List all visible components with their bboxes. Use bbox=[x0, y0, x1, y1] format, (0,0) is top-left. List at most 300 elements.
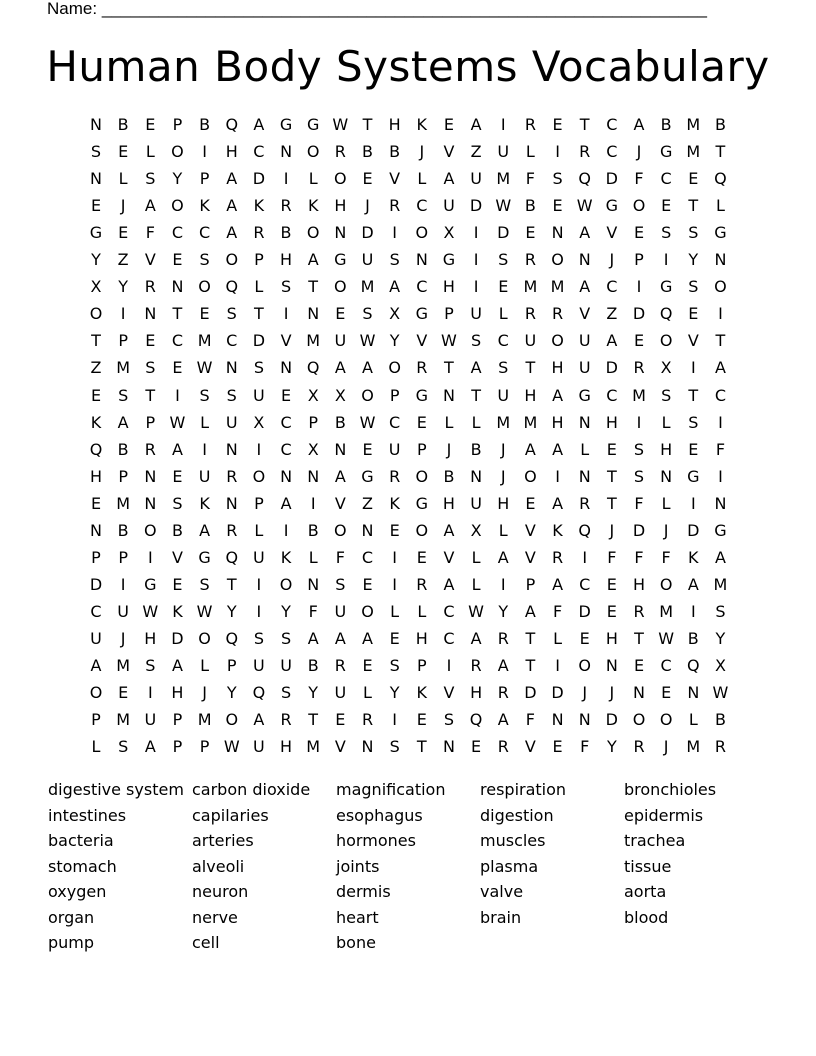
grid-letter: M bbox=[496, 412, 511, 432]
grid-letter: W bbox=[359, 331, 376, 351]
grid-letter: J bbox=[365, 196, 370, 216]
grid-letter: P bbox=[91, 547, 101, 567]
grid-letter: F bbox=[634, 169, 644, 189]
grid-letter: M bbox=[116, 710, 131, 730]
grid-letter: R bbox=[361, 710, 374, 730]
grid-letter: E bbox=[633, 656, 645, 675]
grid-letter: S bbox=[661, 223, 672, 243]
grid-letter: C bbox=[389, 412, 401, 432]
grid-letter: M bbox=[197, 331, 212, 351]
word-item: tissue bbox=[624, 856, 672, 876]
grid-letter: L bbox=[91, 737, 101, 757]
grid-letter: A bbox=[579, 277, 591, 297]
word-item: valve bbox=[480, 882, 524, 901]
grid-letter: T bbox=[606, 493, 617, 513]
word-item: hormones bbox=[336, 831, 416, 850]
grid-letter: H bbox=[660, 439, 673, 459]
grid-letter: C bbox=[443, 601, 455, 621]
grid-letter: P bbox=[118, 547, 128, 567]
grid-letter: E bbox=[172, 574, 183, 594]
grid-letter: P bbox=[254, 250, 264, 270]
grid-letter: S bbox=[443, 710, 455, 730]
grid-letter: W bbox=[332, 115, 349, 134]
grid-letter: H bbox=[415, 628, 428, 648]
grid-letter: N bbox=[171, 277, 184, 297]
grid-letter: F bbox=[661, 547, 671, 567]
grid-letter: L bbox=[553, 628, 562, 648]
grid-letter: M bbox=[116, 358, 131, 378]
grid-letter: Q bbox=[578, 520, 591, 540]
grid-letter: A bbox=[117, 412, 129, 432]
grid-letter: Q bbox=[578, 169, 591, 189]
grid-letter: R bbox=[389, 196, 401, 216]
grid-letter: E bbox=[389, 520, 400, 540]
grid-letter: E bbox=[90, 493, 102, 513]
grid-letter: E bbox=[362, 574, 373, 594]
grid-letter: R bbox=[579, 142, 591, 162]
grid-letter: C bbox=[361, 547, 374, 567]
grid-letter: O bbox=[632, 710, 646, 730]
word-item: esophagus bbox=[336, 805, 423, 825]
grid-letter: Y bbox=[226, 601, 237, 621]
grid-letter: S bbox=[253, 628, 264, 648]
grid-letter: M bbox=[632, 385, 646, 405]
grid-letter: T bbox=[308, 277, 319, 297]
grid-letter: Z bbox=[90, 358, 102, 378]
grid-letter: A bbox=[253, 710, 265, 730]
grid-letter: G bbox=[334, 250, 347, 270]
grid-letter: G bbox=[687, 466, 700, 486]
grid-letter: E bbox=[525, 493, 536, 513]
grid-letter: A bbox=[362, 358, 373, 378]
word-item: alveoli bbox=[192, 856, 245, 876]
grid-letter: X bbox=[389, 304, 401, 324]
grid-letter: Y bbox=[498, 601, 509, 621]
grid-letter: C bbox=[714, 385, 727, 405]
grid-letter: W bbox=[441, 331, 457, 351]
grid-letter: A bbox=[633, 115, 645, 134]
grid-letter: I bbox=[392, 547, 397, 567]
grid-letter: Y bbox=[715, 628, 726, 648]
grid-letter: U bbox=[470, 493, 482, 513]
grid-letter: D bbox=[605, 710, 618, 730]
grid-letter: T bbox=[525, 358, 536, 378]
grid-letter: G bbox=[415, 493, 428, 513]
word-item: intestines bbox=[48, 805, 127, 825]
grid-letter: B bbox=[714, 710, 726, 730]
grid-letter: L bbox=[363, 683, 372, 703]
grid-letter: L bbox=[471, 412, 481, 432]
grid-letter: C bbox=[171, 331, 184, 351]
grid-letter: F bbox=[308, 601, 318, 621]
grid-letter: M bbox=[116, 493, 131, 513]
grid-letter: A bbox=[714, 358, 726, 378]
grid-letter: I bbox=[446, 656, 452, 675]
grid-letter: L bbox=[254, 277, 264, 297]
grid-letter: R bbox=[551, 547, 564, 567]
grid-letter: S bbox=[688, 412, 699, 432]
grid-letter: I bbox=[663, 250, 669, 270]
grid-letter: O bbox=[334, 169, 347, 189]
grid-letter: F bbox=[525, 710, 535, 730]
grid-letter: K bbox=[416, 115, 428, 134]
grid-letter: I bbox=[636, 412, 642, 432]
grid-letter: Z bbox=[117, 250, 129, 270]
grid-letter: U bbox=[578, 331, 591, 351]
grid-letter: L bbox=[200, 656, 210, 675]
grid-letter: Y bbox=[118, 277, 129, 297]
grid-letter: J bbox=[609, 683, 615, 703]
word-item: plasma bbox=[480, 856, 539, 876]
grid-letter: T bbox=[145, 385, 156, 405]
grid-letter: H bbox=[334, 196, 347, 216]
word-item: brain bbox=[480, 907, 522, 927]
grid-letter: W bbox=[576, 196, 593, 216]
grid-letter: U bbox=[280, 656, 292, 675]
grid-letter: K bbox=[688, 547, 699, 567]
grid-letter: N bbox=[144, 466, 157, 486]
grid-letter: L bbox=[580, 439, 590, 459]
grid-letter: P bbox=[525, 574, 536, 594]
grid-letter: V bbox=[579, 304, 591, 324]
grid-letter: T bbox=[471, 385, 481, 405]
grid-letter: F bbox=[607, 547, 617, 567]
grid-letter: S bbox=[362, 304, 373, 324]
word-item: epidermis bbox=[624, 805, 704, 825]
grid-letter: Y bbox=[688, 250, 699, 270]
grid-letter: A bbox=[524, 439, 536, 459]
grid-letter: E bbox=[199, 304, 210, 324]
grid-letter: E bbox=[118, 223, 129, 243]
grid-letter: L bbox=[498, 520, 508, 540]
grid-letter: B bbox=[117, 115, 129, 134]
grid-letter: R bbox=[280, 710, 292, 730]
grid-letter: N bbox=[90, 115, 102, 134]
grid-letter: H bbox=[632, 574, 646, 594]
grid-letter: W bbox=[495, 196, 512, 216]
grid-letter: T bbox=[308, 710, 319, 730]
grid-letter: P bbox=[145, 412, 156, 432]
grid-letter: C bbox=[497, 331, 509, 351]
grid-letter: R bbox=[389, 466, 401, 486]
grid-letter: I bbox=[582, 547, 588, 567]
grid-letter: E bbox=[552, 737, 563, 757]
grid-letter: L bbox=[661, 493, 671, 513]
grid-letter: A bbox=[334, 358, 346, 378]
grid-letter: D bbox=[605, 358, 618, 378]
grid-letter: N bbox=[687, 683, 700, 703]
grid-letter: P bbox=[91, 710, 101, 730]
grid-letter: I bbox=[718, 412, 723, 432]
grid-letter: E bbox=[362, 439, 373, 459]
grid-letter: I bbox=[175, 385, 180, 405]
grid-letter: B bbox=[362, 142, 373, 162]
grid-letter: X bbox=[307, 439, 319, 459]
grid-letter: R bbox=[633, 737, 645, 757]
word-item: cell bbox=[192, 933, 220, 952]
grid-letter: E bbox=[471, 737, 482, 757]
grid-letter: E bbox=[525, 223, 536, 243]
grid-letter: U bbox=[497, 142, 510, 162]
grid-letter: T bbox=[226, 574, 237, 594]
grid-letter: V bbox=[334, 493, 346, 513]
grid-letter: M bbox=[496, 169, 511, 189]
grid-letter: R bbox=[280, 196, 292, 216]
grid-letter: F bbox=[634, 493, 644, 513]
grid-letter: I bbox=[473, 223, 479, 243]
word-item: bronchioles bbox=[624, 780, 717, 799]
grid-letter: M bbox=[523, 277, 538, 297]
grid-letter: I bbox=[555, 656, 560, 675]
grid-letter: S bbox=[280, 683, 292, 703]
grid-letter: R bbox=[497, 628, 509, 648]
grid-letter: D bbox=[469, 196, 483, 216]
grid-letter: P bbox=[226, 656, 237, 675]
grid-letter: E bbox=[172, 250, 183, 270]
grid-letter: R bbox=[579, 493, 591, 513]
grid-letter: E bbox=[90, 196, 102, 216]
grid-letter: E bbox=[362, 169, 373, 189]
grid-letter: A bbox=[470, 628, 482, 648]
word-item: blood bbox=[624, 907, 669, 927]
grid-letter: G bbox=[279, 115, 293, 134]
grid-letter: E bbox=[606, 439, 617, 459]
grid-letter: C bbox=[660, 656, 672, 675]
grid-letter: A bbox=[171, 656, 183, 675]
grid-letter: A bbox=[226, 223, 238, 243]
grid-letter: J bbox=[500, 439, 506, 459]
grid-letter: C bbox=[443, 628, 455, 648]
grid-letter: Q bbox=[252, 683, 266, 703]
grid-letter: M bbox=[306, 737, 321, 757]
grid-letter: L bbox=[308, 547, 318, 567]
grid-letter: V bbox=[524, 520, 536, 540]
grid-letter: C bbox=[606, 385, 618, 405]
grid-letter: H bbox=[225, 142, 238, 162]
grid-letter: T bbox=[688, 385, 699, 405]
grid-letter: P bbox=[118, 466, 128, 486]
grid-letter: O bbox=[415, 223, 429, 243]
grid-letter: O bbox=[252, 466, 266, 486]
grid-letter: O bbox=[524, 466, 537, 486]
grid-letter: B bbox=[199, 115, 211, 134]
grid-letter: O bbox=[551, 331, 564, 351]
grid-letter: Y bbox=[606, 737, 617, 757]
grid-letter: A bbox=[524, 601, 536, 621]
word-item: digestive system bbox=[48, 780, 184, 799]
grid-letter: H bbox=[442, 277, 455, 297]
grid-letter: J bbox=[120, 196, 126, 216]
grid-letter: A bbox=[552, 574, 564, 594]
grid-letter: O bbox=[89, 683, 103, 703]
grid-letter: S bbox=[226, 385, 237, 405]
grid-letter: V bbox=[443, 683, 455, 703]
grid-letter: R bbox=[416, 574, 428, 594]
grid-letter: S bbox=[145, 358, 156, 378]
grid-letter: T bbox=[715, 331, 726, 351]
grid-letter: S bbox=[90, 142, 102, 162]
grid-letter: L bbox=[661, 412, 671, 432]
grid-letter: U bbox=[198, 466, 211, 486]
grid-letter: Y bbox=[389, 331, 400, 351]
grid-letter: C bbox=[226, 331, 238, 351]
grid-letter: D bbox=[171, 628, 184, 648]
grid-letter: C bbox=[253, 142, 265, 162]
grid-letter: Q bbox=[225, 547, 239, 567]
grid-letter: E bbox=[389, 628, 400, 648]
grid-letter: H bbox=[89, 466, 103, 486]
grid-letter: T bbox=[444, 358, 454, 378]
grid-letter: Y bbox=[172, 169, 183, 189]
grid-letter: P bbox=[416, 656, 427, 675]
grid-letter: W bbox=[169, 412, 186, 432]
grid-letter: G bbox=[415, 385, 428, 405]
grid-letter: A bbox=[253, 115, 265, 134]
grid-letter: T bbox=[688, 196, 699, 216]
grid-letter: L bbox=[471, 574, 481, 594]
grid-letter: N bbox=[307, 466, 320, 486]
grid-letter: I bbox=[202, 142, 207, 162]
grid-letter: N bbox=[578, 466, 591, 486]
grid-letter: X bbox=[253, 412, 265, 432]
name-label: Name: bbox=[47, 0, 98, 18]
grid-letter: I bbox=[392, 710, 397, 730]
grid-letter: R bbox=[334, 142, 346, 162]
grid-letter: H bbox=[470, 683, 483, 703]
grid-letter: G bbox=[578, 385, 591, 405]
grid-letter: P bbox=[172, 737, 183, 757]
grid-letter: N bbox=[90, 169, 102, 189]
grid-letter: S bbox=[498, 250, 509, 270]
grid-letter: S bbox=[253, 358, 264, 378]
grid-letter: D bbox=[497, 223, 510, 243]
grid-letter: B bbox=[389, 142, 401, 162]
grid-letter: S bbox=[715, 601, 726, 621]
grid-letter: U bbox=[443, 196, 455, 216]
grid-letter: X bbox=[90, 277, 102, 297]
grid-letter: E bbox=[416, 710, 427, 730]
grid-letter: A bbox=[443, 574, 455, 594]
grid-letter: U bbox=[361, 250, 374, 270]
grid-letter: G bbox=[89, 223, 103, 243]
grid-letter: T bbox=[606, 466, 617, 486]
grid-letter: O bbox=[225, 710, 239, 730]
grid-letter: E bbox=[118, 683, 129, 703]
grid-letter: B bbox=[307, 656, 319, 675]
grid-letter: S bbox=[145, 656, 156, 675]
grid-letter: J bbox=[609, 520, 615, 540]
grid-letter: V bbox=[280, 331, 292, 351]
grid-letter: S bbox=[335, 574, 346, 594]
grid-letter: D bbox=[252, 331, 266, 351]
grid-letter: N bbox=[578, 250, 591, 270]
grid-letter: Q bbox=[469, 710, 483, 730]
grid-letter: A bbox=[606, 331, 618, 351]
grid-letter: W bbox=[359, 412, 376, 432]
grid-letter: C bbox=[199, 223, 211, 243]
grid-letter: F bbox=[580, 737, 590, 757]
grid-letter: N bbox=[225, 358, 238, 378]
grid-letter: F bbox=[145, 223, 155, 243]
word-item: muscles bbox=[480, 831, 546, 850]
grid-letter: N bbox=[90, 520, 102, 540]
grid-letter: N bbox=[633, 683, 645, 703]
grid-letter: I bbox=[120, 574, 126, 594]
grid-letter: J bbox=[636, 142, 642, 162]
grid-letter: S bbox=[280, 277, 292, 297]
grid-letter: W bbox=[712, 683, 729, 703]
grid-letter: Q bbox=[225, 115, 239, 134]
grid-letter: T bbox=[525, 628, 536, 648]
grid-letter: I bbox=[718, 466, 723, 486]
grid-letter: L bbox=[118, 169, 128, 189]
grid-letter: I bbox=[256, 601, 262, 621]
grid-letter: M bbox=[686, 115, 701, 134]
grid-letter: O bbox=[171, 196, 184, 216]
grid-letter: I bbox=[636, 277, 642, 297]
grid-letter: I bbox=[283, 520, 289, 540]
grid-letter: T bbox=[91, 331, 101, 351]
grid-letter: E bbox=[579, 628, 590, 648]
grid-letter: J bbox=[120, 628, 126, 648]
grid-letter: S bbox=[389, 737, 400, 757]
grid-letter: F bbox=[552, 601, 563, 621]
grid-letter: I bbox=[256, 574, 262, 594]
grid-letter: G bbox=[659, 277, 673, 297]
grid-letter: E bbox=[90, 385, 102, 405]
grid-letter: G bbox=[198, 547, 211, 567]
grid-letter: R bbox=[334, 656, 346, 675]
grid-letter: L bbox=[525, 142, 535, 162]
grid-letter: I bbox=[555, 142, 560, 162]
grid-letter: H bbox=[280, 737, 293, 757]
grid-letter: F bbox=[634, 547, 644, 567]
grid-letter: R bbox=[714, 737, 726, 757]
grid-letter: P bbox=[199, 737, 210, 757]
grid-letter: S bbox=[471, 331, 482, 351]
grid-letter: A bbox=[497, 656, 509, 675]
grid-letter: Y bbox=[91, 250, 101, 270]
grid-letter: E bbox=[498, 277, 509, 297]
grid-letter: A bbox=[280, 493, 292, 513]
grid-letter: N bbox=[144, 493, 157, 513]
grid-letter: O bbox=[334, 277, 347, 297]
grid-letter: B bbox=[470, 439, 482, 459]
word-item: oxygen bbox=[48, 882, 107, 901]
grid-letter: N bbox=[361, 737, 374, 757]
grid-letter: H bbox=[388, 115, 401, 134]
grid-letter: R bbox=[144, 277, 156, 297]
grid-letter: O bbox=[361, 385, 374, 405]
grid-letter: M bbox=[306, 331, 321, 351]
grid-letter: A bbox=[497, 547, 509, 567]
grid-letter: J bbox=[202, 683, 207, 703]
grid-letter: E bbox=[416, 412, 427, 432]
grid-letter: U bbox=[90, 628, 102, 648]
grid-letter: M bbox=[360, 277, 375, 297]
grid-letter: U bbox=[524, 331, 537, 351]
grid-letter: V bbox=[389, 169, 401, 189]
word-item: respiration bbox=[480, 780, 567, 799]
grid-letter: P bbox=[308, 412, 319, 432]
grid-letter: W bbox=[468, 601, 484, 621]
grid-letter: X bbox=[714, 656, 726, 675]
grid-letter: U bbox=[470, 169, 482, 189]
grid-letter: X bbox=[470, 520, 482, 540]
grid-letter: L bbox=[390, 601, 400, 621]
grid-letter: O bbox=[714, 277, 727, 297]
grid-letter: J bbox=[663, 520, 669, 540]
